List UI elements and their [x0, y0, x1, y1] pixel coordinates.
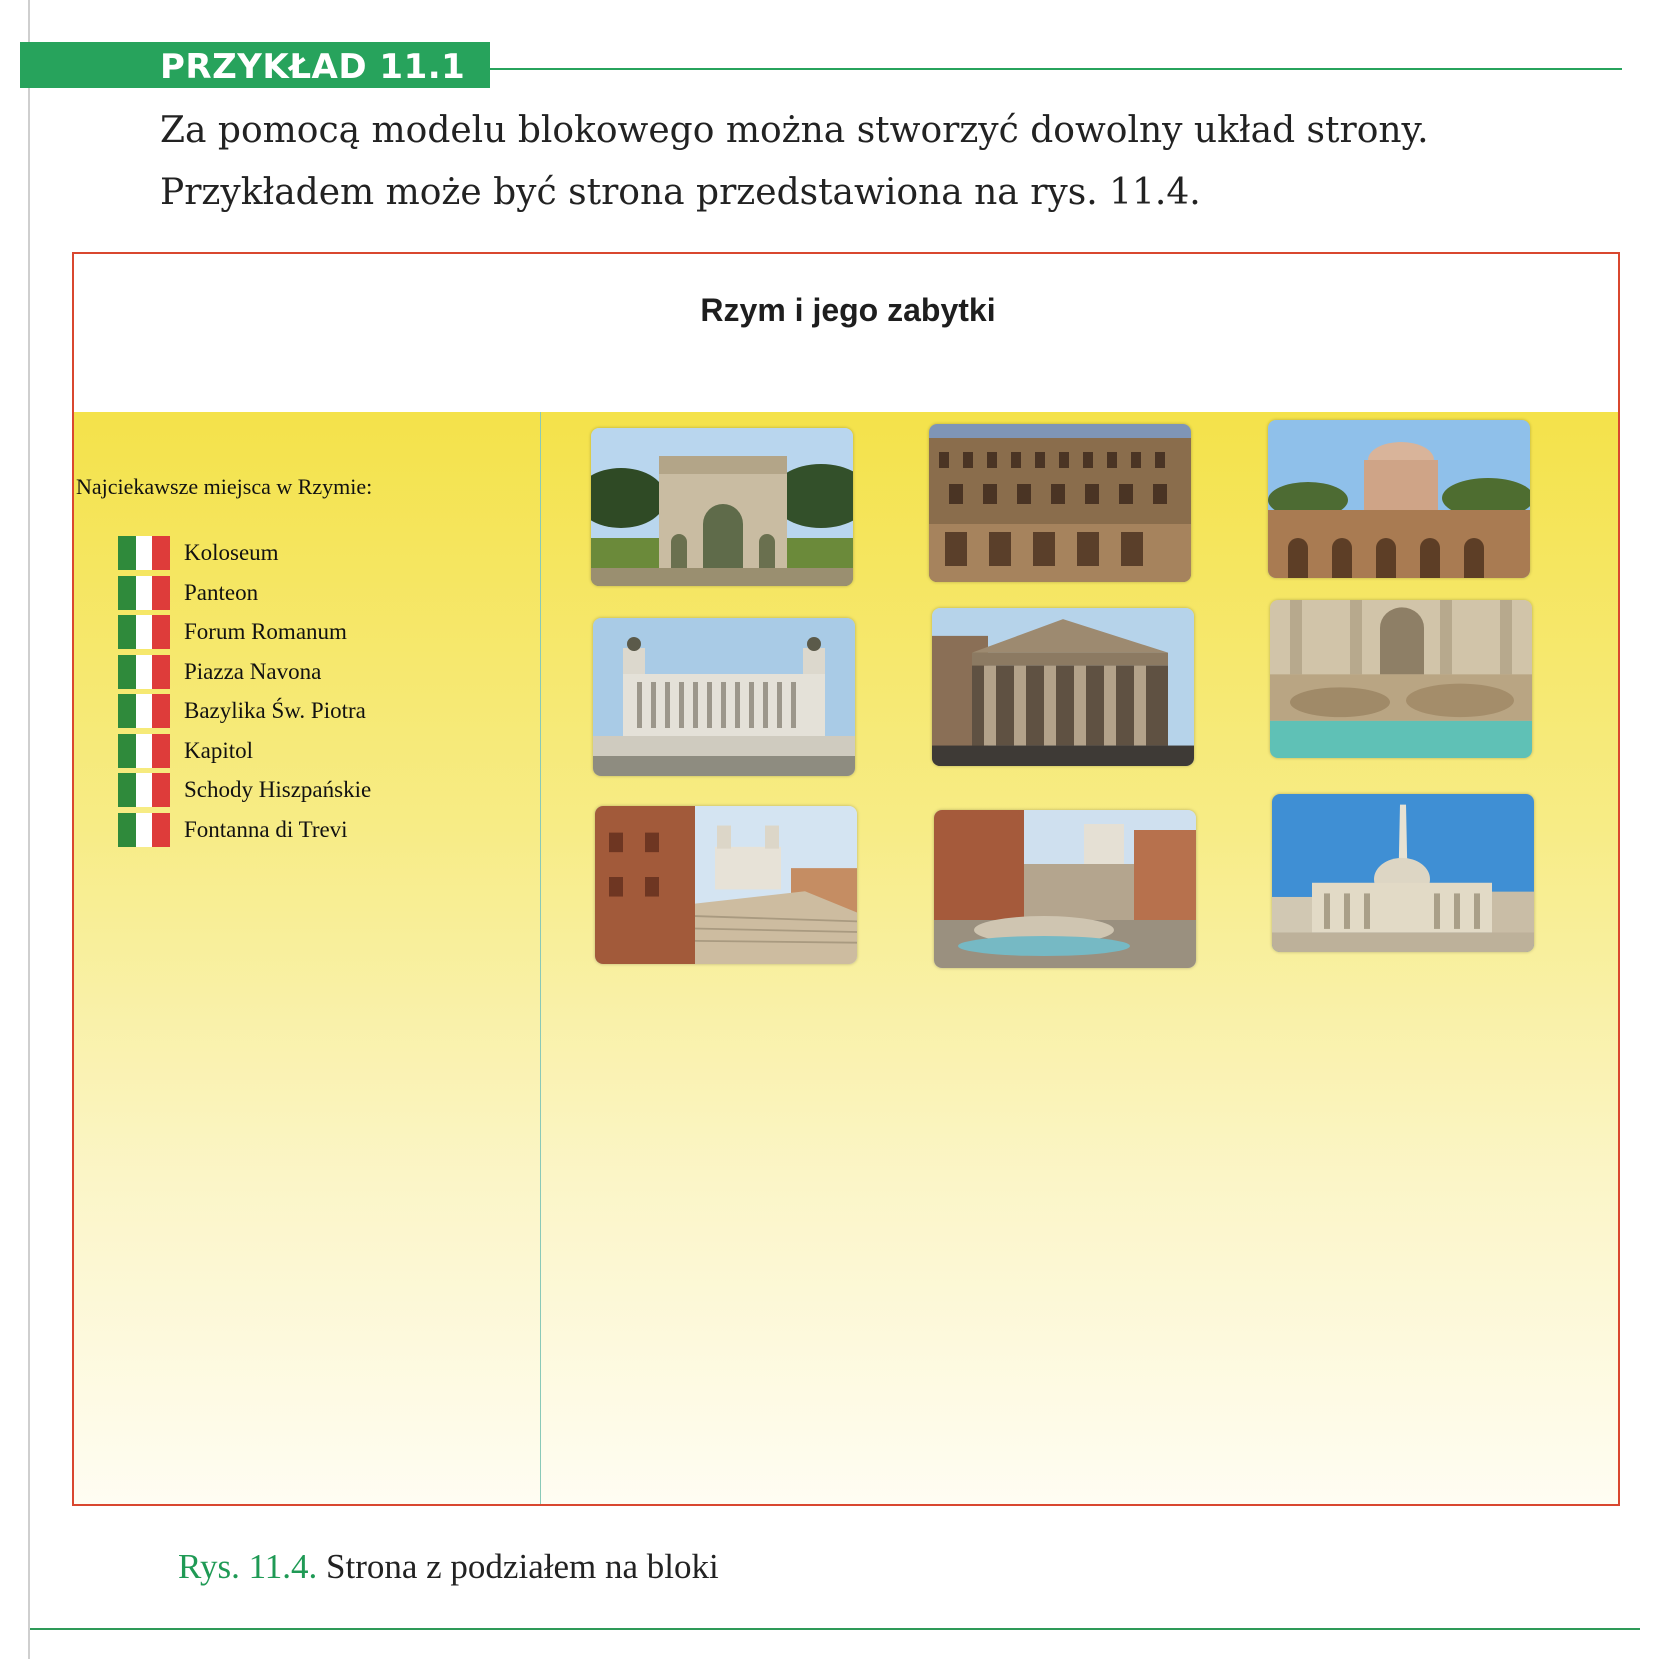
st-peters-basilica-photo[interactable] — [1272, 794, 1534, 952]
figure-frame — [72, 252, 1620, 1506]
italian-flag-icon — [118, 536, 170, 570]
example-header-title: PRZYKŁAD 11.1 — [160, 47, 466, 87]
italian-flag-icon — [118, 615, 170, 649]
page-spine-line — [28, 0, 30, 1659]
trevi-fountain-photo[interactable] — [1270, 600, 1532, 758]
sidebar-heading: Najciekawsze miejsca w Rzymie: — [76, 474, 373, 499]
spanish-steps-fountain-photo[interactable] — [934, 810, 1196, 968]
figure-body — [74, 412, 1620, 1506]
figure-caption-text: Strona z podziałem na bloki — [326, 1547, 719, 1586]
figure-number: Rys. 11.4. — [178, 1547, 318, 1586]
place-label: Bazylika Św. Piotra — [184, 698, 366, 723]
italian-flag-icon — [118, 734, 170, 768]
place-label: Koloseum — [184, 540, 279, 565]
intro-paragraph: Za pomocą modelu blokowego można stworzyć dowolny układ strony. Przykładem może być strona przedstawiona na rys. 11.4. — [160, 110, 1429, 213]
column-divider — [540, 412, 541, 1506]
colosseum-interior-photo[interactable] — [929, 424, 1191, 582]
place-label: Forum Romanum — [184, 619, 347, 644]
place-label: Kapitol — [184, 737, 253, 763]
italian-flag-icon — [118, 773, 170, 807]
place-label: Fontanna di Trevi — [184, 816, 348, 842]
pantheon-photo[interactable] — [932, 608, 1194, 766]
italian-flag-icon — [118, 813, 170, 847]
figure-caption — [178, 1547, 719, 1587]
figure-page-title: Rzym i jego zabytki — [700, 292, 996, 328]
italian-flag-icon — [118, 694, 170, 728]
forum-romanum-photo[interactable] — [1268, 420, 1530, 578]
italian-flag-icon — [118, 655, 170, 689]
place-label: Piazza Navona — [184, 658, 322, 684]
example-header-rule — [490, 68, 1622, 70]
vittoriano-photo[interactable] — [593, 618, 855, 776]
arch-of-constantine-photo[interactable] — [591, 428, 853, 586]
place-label: Schody Hiszpańskie — [184, 777, 372, 802]
bottom-rule — [30, 1628, 1640, 1630]
spanish-steps-photo[interactable] — [595, 806, 857, 964]
place-label: Panteon — [184, 579, 259, 605]
italian-flag-icon — [118, 576, 170, 610]
